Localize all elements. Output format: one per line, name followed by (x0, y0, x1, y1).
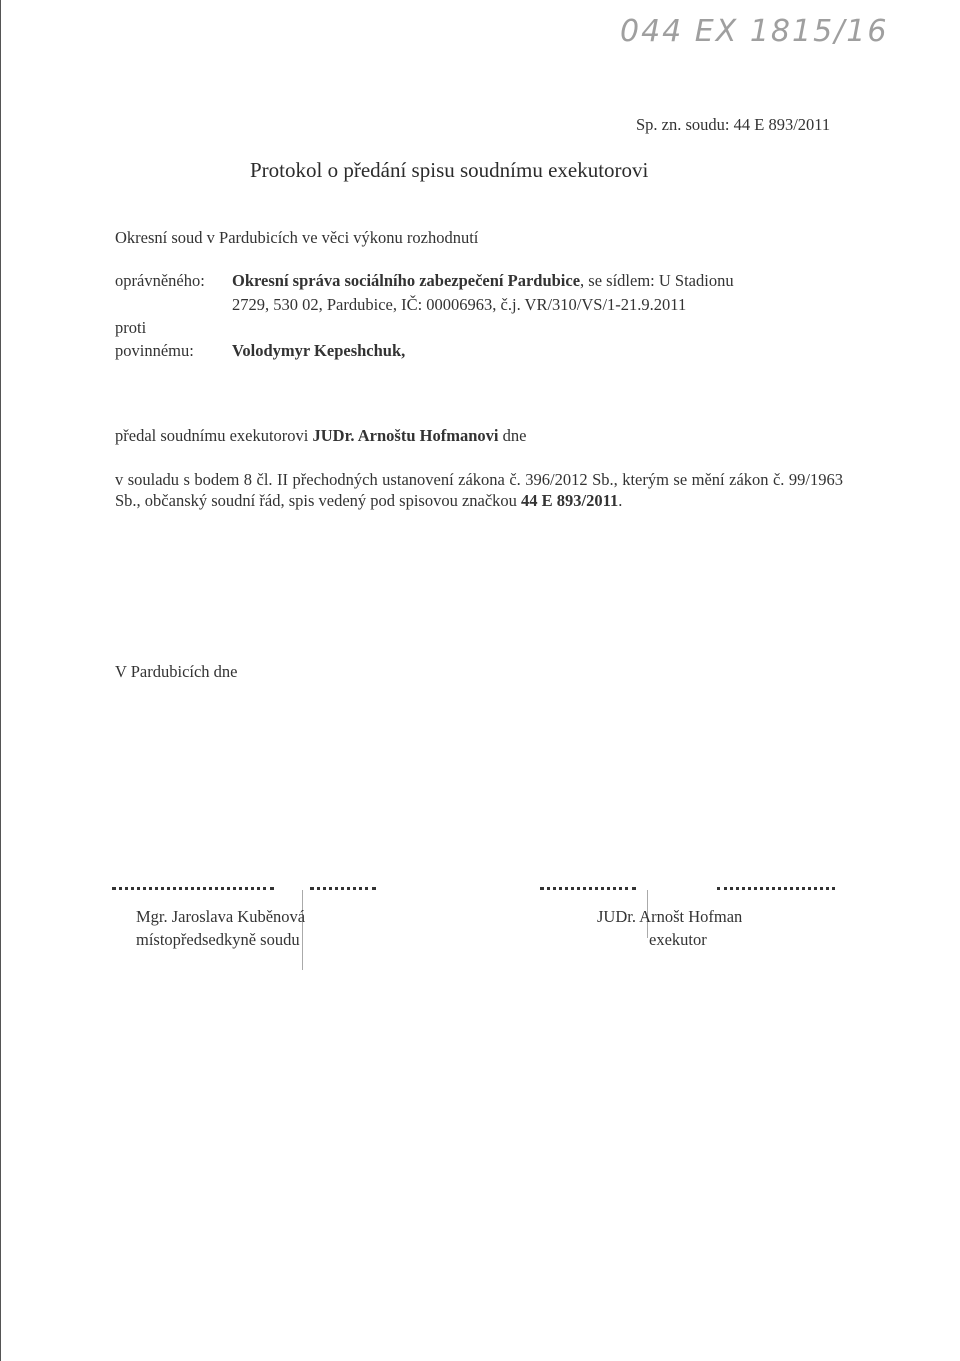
court-line: Okresní soud v Pardubicích ve věci výkonu rozhodnutí (115, 228, 479, 247)
handover-line (115, 426, 526, 446)
debtor-name: Volodymyr Kepeshchuk, (232, 341, 406, 360)
left-signatory-role: místopředsedkyně soudu (136, 930, 300, 949)
left-signatory-name: Mgr. Jaroslava Kuběnová (136, 907, 306, 926)
paragraph-text: v souladu s bodem 8 čl. II přechodných ustanovení zákona č. 396/2012 Sb., kterým se mění zákon č. 99/1963 Sb., občanský soudní řád, spis vedený pod spisovou značkou (115, 470, 843, 510)
creditor-line-1 (232, 271, 734, 291)
right-signatory-name: JUDr. Arnošt Hofman (597, 907, 743, 926)
case-reference: Sp. zn. soudu: 44 E 893/2011 (636, 115, 831, 134)
signature-pen-stroke-left (302, 890, 303, 970)
paragraph-end: . (618, 491, 623, 510)
signature-dotted-line-left-b (310, 887, 376, 892)
handover-suffix: dne (498, 426, 527, 445)
handover-prefix: předal soudnímu exekutorovi (115, 426, 313, 445)
signature-dotted-line-right-b (717, 887, 835, 892)
against-label: proti (115, 318, 147, 337)
signature-dotted-line-left-a (112, 887, 274, 892)
scan-edge-line (0, 0, 1, 1361)
creditor-seat: , se sídlem: U Stadionu (580, 271, 734, 290)
right-signatory-role: exekutor (649, 930, 707, 949)
creditor-line-2: 2729, 530 02, Pardubice, IČ: 00006963, č.j. VR/310/VS/1-21.9.2011 (232, 295, 687, 314)
handwritten-file-number: 044 EX 1815/16 (620, 14, 889, 49)
creditor-name: Okresní správa sociálního zabezpečení Pardubice (232, 271, 581, 290)
debtor-label: povinnému: (115, 341, 194, 360)
signature-dotted-line-right-a (540, 887, 636, 892)
creditor-label: oprávněného: (115, 271, 205, 290)
executor-name: JUDr. Arnoštu Hofmanovi (312, 426, 499, 445)
legal-paragraph (115, 469, 843, 511)
place-date: V Pardubicích dne (115, 662, 238, 681)
file-number: 44 E 893/2011 (521, 491, 619, 510)
document-title: Protokol o předání spisu soudnímu exekutorovi (250, 158, 649, 182)
